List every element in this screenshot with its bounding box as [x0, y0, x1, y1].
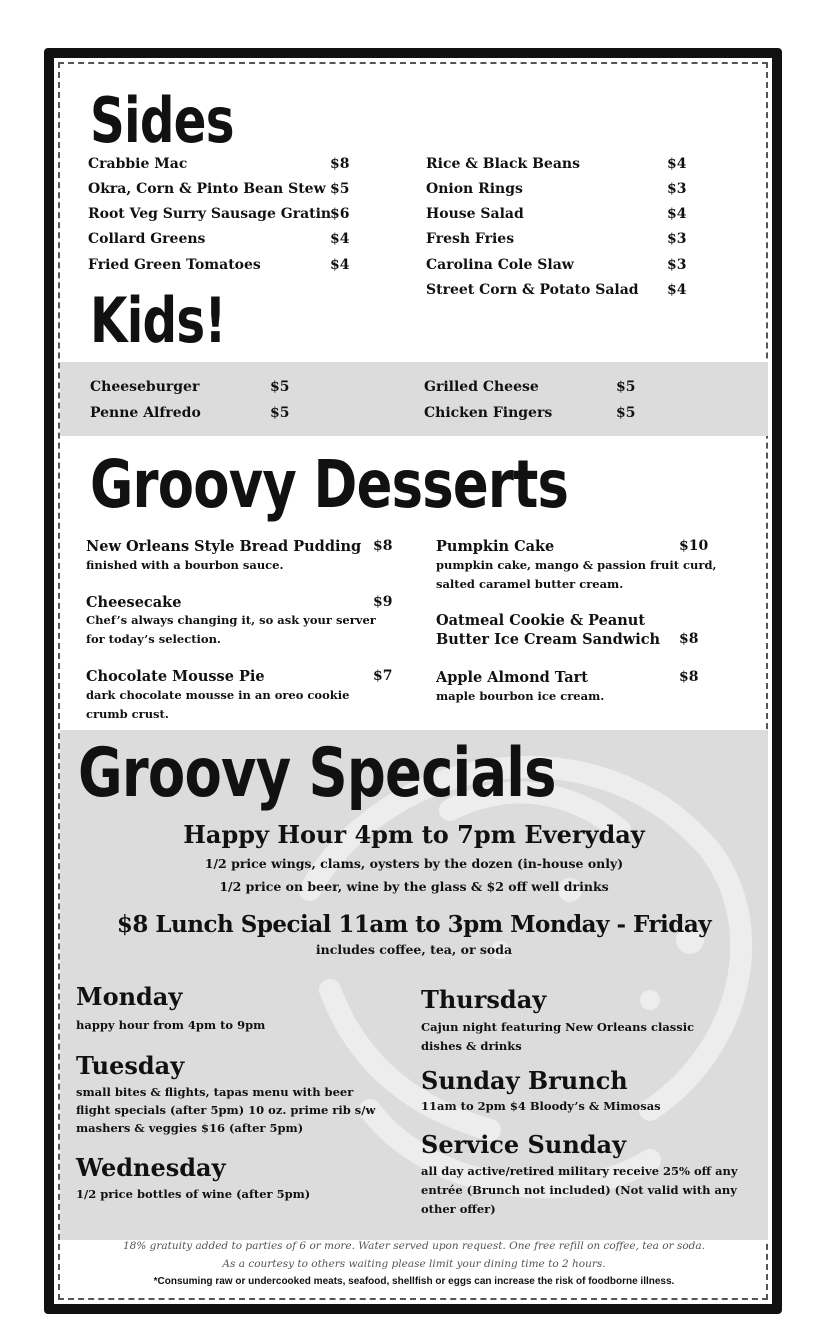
side-item-name: Okra, Corn & Pinto Bean Stew [88, 181, 326, 197]
dessert-name: Chocolate Mousse Pie [86, 668, 265, 685]
side-item-name: Fried Green Tomatoes [88, 257, 261, 273]
happy-hour-line: 1/2 price on beer, wine by the glass & $2 off well drinks [219, 879, 609, 894]
dessert-desc: dark chocolate mousse in an oreo cookie [86, 688, 350, 702]
day-text: happy hour from 4pm to 9pm [76, 1018, 266, 1032]
day-text: all day active/retired military receive 25% off any [421, 1164, 738, 1178]
lunch-special-heading: $8 Lunch Special 11am to 3pm Monday - Friday [116, 911, 712, 938]
side-item-price: $3 [667, 231, 687, 247]
dessert-desc: finished with a bourbon sauce. [86, 558, 284, 572]
side-item-name: Root Veg Surry Sausage Gratin [88, 206, 332, 222]
side-item-name: Collard Greens [88, 231, 206, 247]
kids-band [60, 362, 768, 436]
side-item-price: $5 [330, 181, 350, 197]
day-text: dishes & drinks [421, 1039, 522, 1053]
side-item-price: $8 [330, 156, 350, 172]
happy-hour-line: 1/2 price wings, clams, oysters by the dozen (in-house only) [204, 856, 624, 871]
dessert-desc: crumb crust. [86, 707, 169, 721]
kids-item-name: Cheeseburger [90, 379, 200, 395]
day-heading-service-sunday: Service Sunday [421, 1130, 627, 1159]
day-text: entrée (Brunch not included) (Not valid with any [421, 1183, 737, 1197]
kids-item-name: Chicken Fingers [424, 405, 553, 421]
dessert-name: Apple Almond Tart [436, 669, 588, 686]
dessert-desc: maple bourbon ice cream. [436, 689, 605, 703]
desserts-title: Groovy Desserts [90, 446, 569, 523]
dessert-price: $8 [373, 538, 393, 554]
dessert-price: $10 [679, 538, 709, 554]
day-heading-tuesday: Tuesday [76, 1051, 185, 1080]
kids-item-price: $5 [270, 379, 290, 395]
day-heading-wednesday: Wednesday [76, 1153, 226, 1182]
dessert-name-line2: Butter Ice Cream Sandwich [436, 631, 661, 648]
side-item-price: $4 [667, 282, 687, 298]
side-item-price: $3 [667, 181, 687, 197]
food-safety-disclaimer: *Consuming raw or undercooked meats, seafood, shellfish or eggs can increase the risk of foodborne illness. [153, 1276, 675, 1287]
dessert-price: $8 [679, 631, 699, 647]
side-item-price: $4 [667, 156, 687, 172]
side-item-name: House Salad [426, 206, 524, 222]
side-item-name: Crabbie Mac [88, 156, 188, 172]
dessert-price: $8 [679, 669, 699, 685]
side-item-name: Carolina Cole Slaw [426, 257, 574, 273]
sides-title: Sides [90, 84, 234, 157]
kids-item-price: $5 [270, 405, 290, 421]
footer-note: 18% gratuity added to parties of 6 or more. Water served upon request. One free refill on coffee, tea or soda. [123, 1240, 705, 1252]
kids-item-price: $5 [616, 405, 636, 421]
side-item-price: $3 [667, 257, 687, 273]
side-item-price: $4 [667, 206, 687, 222]
dessert-name: Pumpkin Cake [436, 538, 555, 555]
dessert-desc: salted caramel butter cream. [436, 577, 624, 591]
day-heading-sunday-brunch: Sunday Brunch [421, 1066, 628, 1095]
side-item-price: $6 [330, 206, 350, 222]
side-item-name: Fresh Fries [426, 231, 515, 247]
kids-title: Kids! [90, 284, 226, 357]
specials-title: Groovy Specials [78, 734, 556, 813]
footer-note: As a courtesy to others waiting please limit your dining time to 2 hours. [222, 1258, 606, 1270]
side-item-name: Street Corn & Potato Salad [426, 282, 639, 298]
lunch-special-sub: includes coffee, tea, or soda [315, 942, 513, 957]
happy-hour-heading: Happy Hour 4pm to 7pm Everyday [183, 820, 645, 849]
day-heading-monday: Monday [76, 982, 183, 1011]
side-item-price: $4 [330, 257, 350, 273]
dessert-desc: for today’s selection. [86, 632, 221, 646]
kids-item-name: Penne Alfredo [90, 405, 201, 421]
day-text: flight specials (after 5pm) 10 oz. prime rib s/w [76, 1103, 376, 1117]
day-text: Cajun night featuring New Orleans classic [421, 1020, 695, 1034]
dessert-price: $7 [373, 668, 393, 684]
dessert-name: Oatmeal Cookie & Peanut [436, 612, 646, 629]
day-text: small bites & flights, tapas menu with beer [76, 1085, 354, 1099]
kids-item-price: $5 [616, 379, 636, 395]
side-item-price: $4 [330, 231, 350, 247]
day-heading-thursday: Thursday [421, 985, 547, 1014]
day-text: 1/2 price bottles of wine (after 5pm) [76, 1187, 311, 1201]
kids-item-name: Grilled Cheese [424, 379, 539, 395]
side-item-name: Rice & Black Beans [426, 156, 580, 172]
dessert-desc: pumpkin cake, mango & passion fruit curd, [436, 558, 717, 572]
day-text: other offer) [421, 1202, 496, 1216]
dessert-name: New Orleans Style Bread Pudding [86, 538, 362, 555]
day-text: mashers & veggies $16 (after 5pm) [76, 1121, 304, 1135]
day-text: 11am to 2pm $4 Bloody’s & Mimosas [421, 1099, 661, 1113]
dessert-name: Cheesecake [86, 594, 182, 611]
side-item-name: Onion Rings [426, 181, 523, 197]
dessert-desc: Chef’s always changing it, so ask your server [86, 613, 376, 627]
dessert-price: $9 [373, 594, 393, 610]
